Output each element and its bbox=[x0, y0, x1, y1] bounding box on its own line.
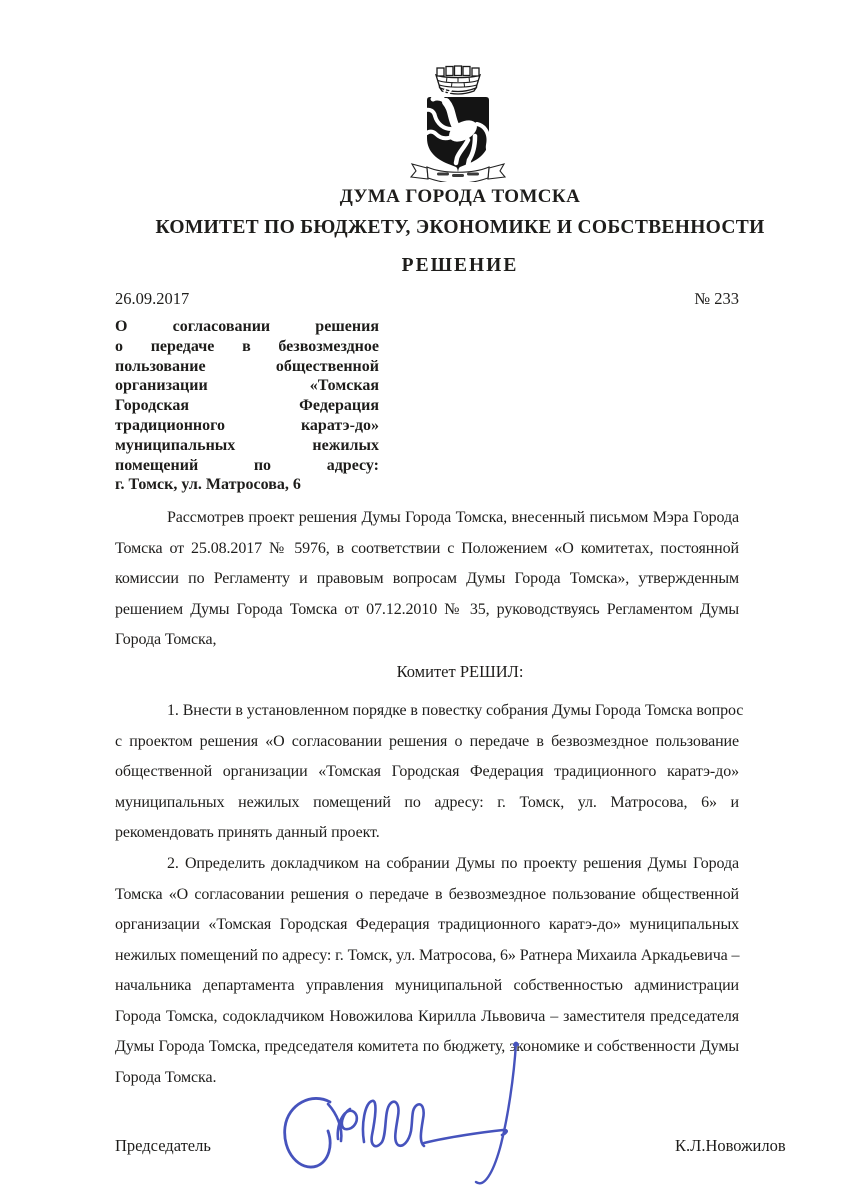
text-line: г. Томск, ул. Матросова, 6 bbox=[115, 476, 301, 494]
text-line: нежилых помещений по адресу: г. Томск, ул. Матросова, 6» Ратнера Михаила Аркадьевича – bbox=[115, 946, 740, 964]
signer-title: Председатель bbox=[115, 1136, 211, 1155]
text-line: муниципальных нежилых помещений по адресу: г. Томск, ул. Матросова, 6» и bbox=[115, 793, 739, 811]
text-line: Городская Федерация bbox=[115, 397, 379, 415]
text-line: пользование общественной bbox=[115, 357, 379, 375]
text-line: комиссии по Регламенту и правовым вопросам Думы Города Томска», утвержденным bbox=[115, 570, 739, 587]
text-line: решением Думы Города Томска от 07.12.2010 № 35, руководствуясь Регламентом Думы bbox=[115, 600, 739, 618]
document-type-title: РЕШЕНИЕ bbox=[401, 255, 519, 276]
text-line: Думы Города Томска, председателя комитета по бюджету, экономике и собственности Думы bbox=[115, 1038, 739, 1055]
text-line: Города Томска, bbox=[115, 631, 217, 648]
text-line: 1. Внести в установленном порядке в повестку собрания Думы Города Томска вопрос bbox=[167, 702, 744, 719]
text-line: 2. Определить докладчиком на собрании Думы по проекту решения Думы Города bbox=[167, 855, 739, 872]
text-line: организации «Томская Городская Федерация традиционного каратэ-до» муниципальных bbox=[115, 916, 739, 933]
handwritten-signature bbox=[258, 1018, 568, 1198]
text-line: организации «Томская bbox=[115, 377, 379, 395]
intro-paragraph bbox=[115, 503, 739, 656]
document-date: 26.09.2017 bbox=[115, 289, 190, 308]
signer-name: К.Л.Новожилов bbox=[675, 1136, 786, 1155]
organization-name: ДУМА ГОРОДА ТОМСКА bbox=[339, 186, 581, 207]
mural-crown-icon bbox=[436, 66, 480, 94]
text-line: помещений по адресу: bbox=[115, 456, 379, 474]
resolution-heading: Комитет РЕШИЛ: bbox=[396, 662, 524, 681]
text-line: Города Томска, содокладчиком Новожилова Кирилла Львовича – заместителя председателя bbox=[115, 1007, 739, 1025]
text-line: начальника департамента управления муниципальной собственностью администрации bbox=[115, 977, 739, 994]
text-line: общественной организации «Томская Городская Федерация традиционного каратэ-до» bbox=[115, 763, 739, 780]
committee-name: КОМИТЕТ ПО БЮДЖЕТУ, ЭКОНОМИКЕ И СОБСТВЕННОСТИ bbox=[155, 217, 765, 238]
text-line: Рассмотрев проект решения Думы Города Томска, внесенный письмом Мэра Города bbox=[167, 509, 739, 526]
tomsk-coat-of-arms-emblem bbox=[406, 64, 510, 182]
text-line: Томска от 25.08.2017 № 5976, в соответствии с Положением «О комитетах, постоянной bbox=[115, 539, 739, 557]
text-line: Томска «О согласовании решения о передаче в безвозмездное пользование общественной bbox=[115, 885, 739, 903]
text-line: Города Томска. bbox=[115, 1068, 217, 1086]
document-number: № 233 bbox=[694, 289, 739, 308]
text-line: традиционного каратэ-до» bbox=[115, 416, 379, 434]
text-line: рекомендовать принять данный проект. bbox=[115, 824, 380, 841]
resolution-item-1 bbox=[115, 696, 744, 849]
subject-block bbox=[115, 317, 379, 495]
text-line: О согласовании решения bbox=[115, 318, 379, 335]
text-line: муниципальных нежилых bbox=[115, 436, 379, 454]
date-number-row bbox=[115, 289, 739, 309]
text-line: о передаче в безвозмездное bbox=[115, 337, 379, 355]
text-line: с проектом решения «О согласовании решения о передаче в безвозмездное пользование bbox=[115, 732, 739, 750]
